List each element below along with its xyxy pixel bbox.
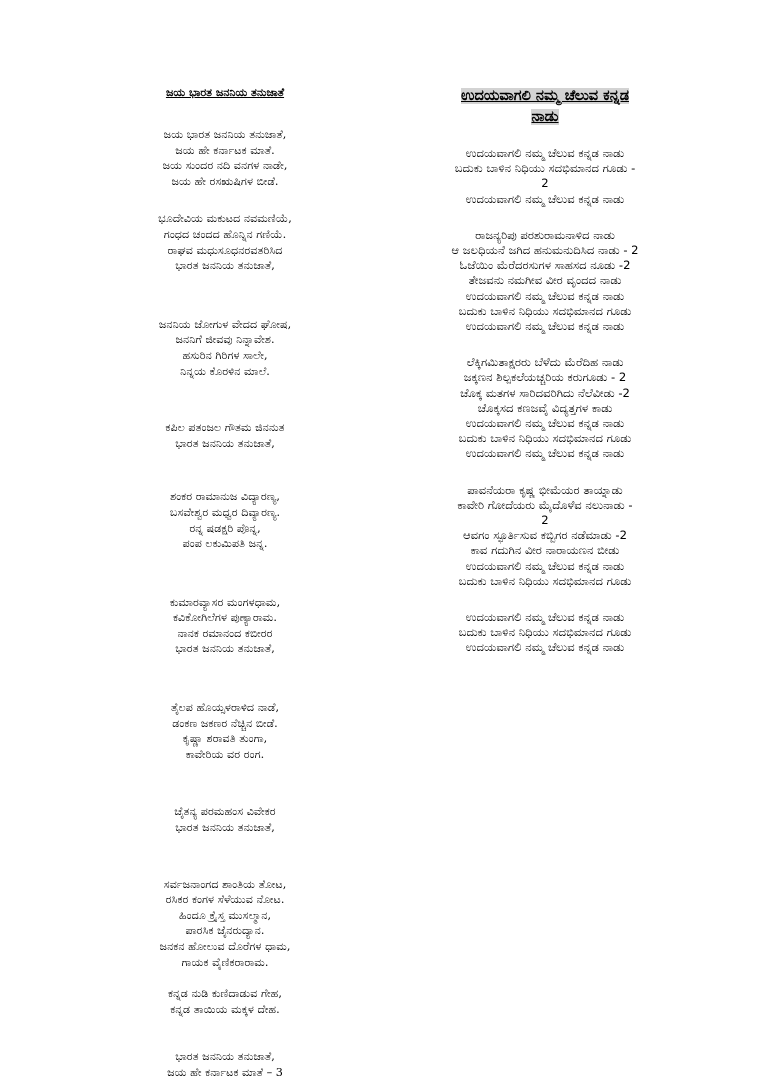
poem-line: ಉದಯವಾಗಲಿ ನಮ್ಮ ಚೆಲುವ ಕನ್ನಡ ನಾಡು (465, 146, 625, 160)
poem-line: ಭಾರತ ಜನನಿಯ ತನುಜಾತೆ, (175, 436, 275, 450)
stanza (395, 355, 695, 461)
poem-line: ಜಯ ಸುಂದರ ನದಿ ವನಗಳ ನಾಡೇ, (162, 159, 288, 173)
poem-line: ಬಸವೇಶ್ವರ ಮಧ್ವರ ದಿವ್ಯಾರಣ್ಯ. (169, 505, 281, 519)
poem-line: ಕನ್ನಡ ನುಡಿ ಕುಣಿದಾಡುವ ಗೇಹ, (168, 987, 282, 1001)
poem-line: ಉದಯವಾಗಲಿ ನಮ್ಮ ಚೆಲುವ ಕನ್ನಡ ನಾಡು (465, 191, 625, 206)
stanza (105, 211, 345, 273)
poem-line: ಕನ್ನಡ ತಾಯಿಯ ಮಕ್ಕಳ ದೇಹ. (170, 1002, 280, 1016)
poem-line: ಹಸುರಿನ ಗಿರಿಗಳ ಸಾಲೇ, (182, 348, 268, 362)
poem-line: ಬದುಕು ಬಾಳಿನ ನಿಧಿಯು ಸದಭಿಮಾನದ ಗೂಡು (458, 573, 632, 588)
poem-line: ಪಾವನೆಯರಾ ಕೃಷ್ಣ ಭೀಮೆಯರ ತಾಯ್ನಾಡು (467, 482, 623, 497)
right-poem-title-line1: ಉದಯವಾಗಲಿ ನಮ್ಮ ಚೆಲುವ ಕನ್ನಡ (461, 88, 629, 104)
poem-line: ಕಪಿಲ ಪತಂಜಲ ಗೌತಮ ಜಿನನುತ (165, 421, 285, 435)
poem-line: ಗಾಯಕ ವೈಣಿಕರಾರಾಮ. (181, 955, 269, 969)
stanza (395, 610, 695, 656)
poem-line: ಉದಯವಾಗಲಿ ನಮ್ಮ ಚೆಲುವ ಕನ್ನಡ ನಾಡು (465, 446, 625, 461)
stanza (105, 317, 345, 379)
stanza (105, 804, 345, 835)
poem-line: ರಾಘವ ಮಧುಸೂಧನರವತರಿಸಿದ (167, 243, 283, 257)
left-poem (105, 86, 345, 1081)
poem-line: 2 (541, 513, 549, 528)
poem-line: ಆ ಜಲಧಿಯನೆ ಜಗಿದ ಹನುಮನುದಿಸಿದ ನಾಡು - 2 (451, 243, 639, 258)
poem-line: ಆವಗಂ ಸ್ಫೂರ್ತಿಸುವ ಕಬ್ಬಿಗರ ನಡೆಮಾಡು -2 (463, 528, 627, 543)
poem-line: ಹಿಂದೂ ಕ್ರೈಸ್ತ ಮುಸಲ್ಮಾನ, (178, 908, 272, 922)
left-poem-stanzas (105, 127, 345, 1081)
poem-line: ಕಾವೇರಿಯ ವರ ರಂಗ. (185, 747, 265, 761)
poem-line: 2 (541, 176, 549, 191)
poem-line: ಭಾರತ ಜನನಿಯ ತನುಜಾತೆ, (175, 642, 275, 656)
poem-line: ಬದುಕು ಬಾಳಿನ ನಿಧಿಯು ಸದಭಿಮಾನದ ಗೂಡು (458, 303, 632, 318)
poem-line: ಜಕ್ಕಣನ ಶಿಲ್ಪಕಲೆಯಚ್ಚರಿಯ ಕರುಗೂಡು - 2 (463, 370, 627, 385)
poem-line: ಶಂಕರ ರಾಮಾನುಜ ವಿದ್ಯಾರಣ್ಯ, (170, 490, 280, 504)
poem-line: ಭೂದೇವಿಯ ಮಕುಟದ ನವಮಣಿಯೆ, (158, 212, 292, 226)
stanza (105, 1049, 345, 1080)
stanza (105, 700, 345, 762)
poem-line: ಕೃಷ್ಣಾ ಶರಾವತಿ ತುಂಗಾ, (182, 732, 268, 746)
poem-line: ನಿನ್ನಯ ಕೊರಳಿನ ಮಾಲೆ. (180, 364, 270, 378)
poem-line: ಗಂಧದ ಚಂದದ ಹೊನ್ನಿನ ಗಣಿಯೆ. (163, 227, 287, 241)
poem-line: ಬದುಕು ಬಾಳಿನ ನಿಧಿಯು ಸದಭಿಮಾನದ ಗೂಡು (458, 625, 632, 640)
poem-line: ಉದಯವಾಗಲಿ ನಮ್ಮ ಚೆಲುವ ಕನ್ನಡ ನಾಡು (465, 416, 625, 431)
poem-line: ರನ್ನ ಷಡಕ್ಷರಿ ಪೊನ್ನ, (189, 521, 261, 535)
stanza (105, 420, 345, 451)
stanza (105, 127, 345, 189)
poem-line: ಪಾರಸಿಕ ಜೈನರುದ್ಯಾನ. (185, 924, 265, 938)
right-poem-title-line2: ನಾಡು (531, 109, 559, 125)
stanza (105, 489, 345, 551)
poem-line: ಕುಮಾರವ್ಯಾಸರ ಮಂಗಳಧಾಮ, (169, 595, 281, 609)
poem-line: ನಾನಕ ರಮಾನಂದ ಕಬೀರರ (177, 626, 273, 640)
poem-line: ಜಯ ಹೇ ರಸಋಷಿಗಳ ಬೀಡೆ. (171, 174, 279, 188)
stanza (105, 877, 345, 971)
poem-line: ಜನನಿಗೆ ಜೀವವು ನಿನ್ನಾವೇಶ. (175, 333, 275, 347)
poem-line: ಜನಕನ ಹೋಲುವ ದೊರೆಗಳ ಧಾಮ, (159, 940, 291, 953)
poem-line: ಉದಯವಾಗಲಿ ನಮ್ಮ ಚೆಲುವ ಕನ್ನಡ ನಾಡು (465, 288, 625, 303)
poem-line: ಜಯ ಹೇ ಕರ್ನಾಟಕ ಮಾತೆ. (175, 143, 275, 157)
poem-line: ರಸಿಕರ ಕಂಗಳ ಸೆಳೆಯುವ ನೋಟ. (165, 893, 285, 907)
poem-line: ಬದುಕು ಬಾಳಿನ ನಿಧಿಯು ಸದಭಿಮಾನದ ಗೂಡು - (454, 161, 636, 176)
poem-line: ಡಂಕಣ ಜಕಣರ ನೆಚ್ಚಿನ ಬೀಡೆ. (172, 716, 278, 730)
poem-line: ಜಯ ಹೇ ಕರ್ನಾಟಕ ಮಾತೆ – 3 (167, 1065, 283, 1079)
poem-line: ಭಾರತ ಜನನಿಯ ತನುಜಾತೆ, (175, 259, 275, 273)
poem-line: ಜನನಿಯ ಜೋಗುಳ ವೇದದ ಘೋಷ, (158, 317, 292, 331)
poem-line: ಉದಯವಾಗಲಿ ನಮ್ಮ ಚೆಲುವ ಕನ್ನಡ ನಾಡು (465, 558, 625, 573)
left-poem-title: ಜಯ ಭಾರತ ಜನನಿಯ ತನುಜಾತೆ (165, 86, 285, 99)
stanza (395, 228, 695, 334)
poem-line: ಪಂಪ ಲಕುಮಿಪತಿ ಜನ್ನ. (182, 537, 268, 551)
right-poem (395, 86, 695, 656)
stanza (105, 986, 345, 1017)
poem-line: ಕಾವೇರಿ ಗೋದೆಯರು ಮೈದೊಳೆವ ನಲುನಾಡು - (457, 497, 633, 512)
poem-line: ಚೈತನ್ಯ ಪರಮಹಂಸ ವಿವೇಕರ (174, 805, 276, 819)
poem-line: ಸರ್ವಜನಾಂಗದ ಶಾಂತಿಯ ತೋಟ, (163, 877, 287, 891)
poem-line: ತೇಜವನು ನಮಗೀವ ವೀರ ವೃಂದದ ನಾಡು (468, 273, 622, 288)
stanza (395, 146, 695, 207)
poem-line: ಉದಯವಾಗಲಿ ನಮ್ಮ ಚೆಲುವ ಕನ್ನಡ ನಾಡು (465, 319, 625, 334)
poem-line: ಕವಿಕೋಗಿಲೆಗಳ ಪುಣ್ಯಾರಾಮ. (173, 611, 277, 625)
poem-line: ತೈಲಪ ಹೊಯ್ಸಳರಾಳಿದ ನಾಡೆ, (170, 701, 280, 715)
poem-line: ಚೊಕ್ಕಸದ ಕಣಜವೈ ವಿದ್ಯತ್ತಗಳ ಕಾಡು (477, 400, 613, 415)
poem-line: ಭಾರತ ಜನನಿಯ ತನುಜಾತೆ, (175, 821, 275, 835)
poem-line: ಉದಯವಾಗಲಿ ನಮ್ಮ ಚೆಲುವ ಕನ್ನಡ ನಾಡು (465, 610, 625, 625)
right-poem-title (395, 86, 695, 128)
poem-line: ಜಯ ಭಾರತ ಜನನಿಯ ತನುಜಾತೆ, (163, 128, 287, 141)
poem-line: ಬದುಕು ಬಾಳಿನ ನಿಧಿಯು ಸದಭಿಮಾನದ ಗೂಡು (458, 431, 632, 446)
poem-line: ಉದಯವಾಗಲಿ ನಮ್ಮ ಚೆಲುವ ಕನ್ನಡ ನಾಡು (465, 640, 625, 655)
right-poem-stanzas (395, 146, 695, 656)
stanza (105, 595, 345, 657)
poem-line: ರಾಜನ್ಯರಿಪು ಪರಶುರಾಮನಾಳಿದ ನಾಡು (475, 227, 615, 242)
poem-line: ಭಾರತ ಜನನಿಯ ತನುಜಾತೆ, (175, 1050, 275, 1064)
poem-line: ಲೆಕ್ಕಿಗಮಿತಾಕ್ಷರರು ಬೆಳೆದು ಮೆರೆದಿಹ ನಾಡು (466, 355, 624, 370)
stanza (395, 483, 695, 589)
poem-line: ಓಜೆಯಿಂ ಮೆರೆದರಸುಗಳ ಸಾಹಸದ ನೂಡು -2 (459, 258, 631, 273)
poem-line: ಕಾವ ಗದುಗಿನ ವೀರ ನಾರಾಯಣನ ಬೀಡು (470, 543, 620, 558)
poem-line: ಚೊಕ್ಕ ಮತಗಳ ಸಾರಿದವರಿಗಿದು ನೆಲೆವೀಡು -2 (460, 385, 630, 400)
